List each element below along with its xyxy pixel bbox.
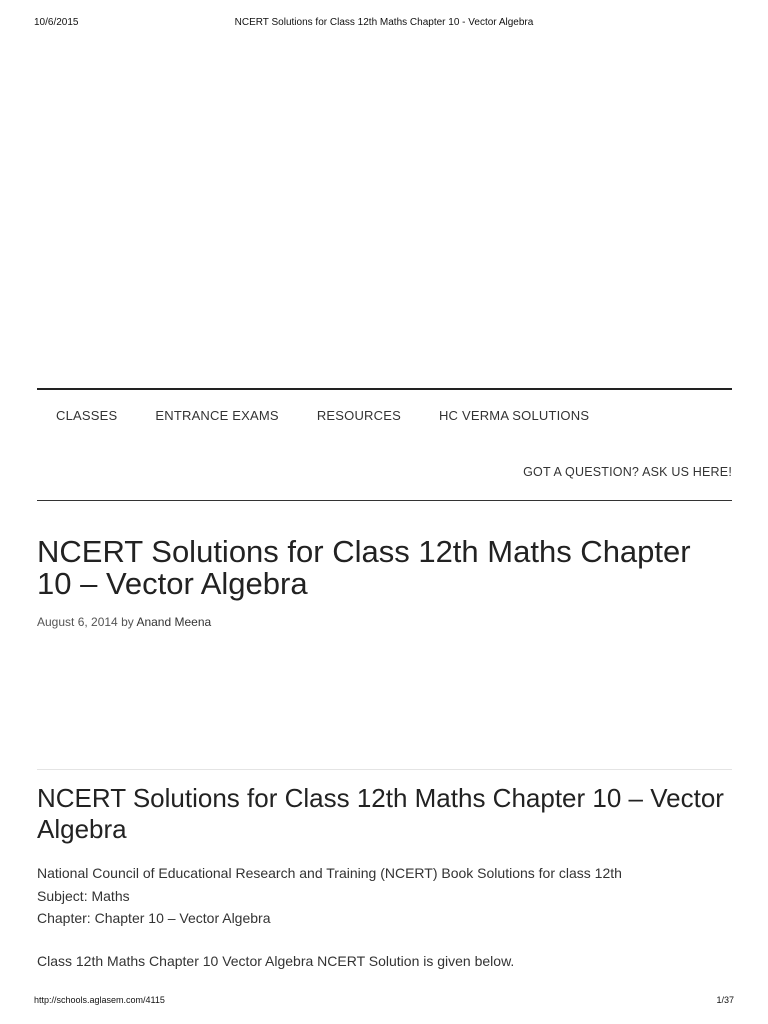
solution-intro: Class 12th Maths Chapter 10 Vector Algebra NCERT Solution is given below. [37,953,515,969]
nav-bottom-divider [37,500,732,501]
print-footer-url: http://schools.aglasem.com/4115 [34,995,165,1005]
chapter-line: Chapter: Chapter 10 – Vector Algebra [37,910,271,926]
book-info [37,862,622,930]
page-title: NCERT Solutions for Class 12th Maths Chapter 10 – Vector Algebra [37,534,691,601]
main-navigation [37,408,732,423]
author-link[interactable]: Anand Meena [136,615,212,629]
post-date: August 6, 2014 [37,615,118,629]
print-page-number: 1/37 [716,995,734,1005]
print-header-title: NCERT Solutions for Class 12th Maths Chapter 10 - Vector Algebra [234,17,534,28]
subject-line: Subject: Maths [37,887,130,904]
nav-top-divider [37,388,732,390]
nav-item-classes[interactable]: CLASSES [56,408,118,423]
print-date: 10/6/2015 [34,17,79,28]
book-info-line: National Council of Educational Research and Training (NCERT) Book Solutions for class 12th [37,865,622,881]
byline-word: by [121,615,134,629]
content-divider [37,769,732,770]
ask-question-link[interactable]: GOT A QUESTION? ASK US HERE! [523,465,732,479]
nav-item-entrance-exams[interactable]: ENTRANCE EXAMS [155,408,279,423]
entry-meta [37,615,211,629]
content-heading: NCERT Solutions for Class 12th Maths Chapter 10 – Vector Algebra [37,783,724,844]
nav-item-hc-verma-solutions[interactable]: HC VERMA SOLUTIONS [438,408,590,423]
nav-item-resources[interactable]: RESOURCES [316,408,401,423]
